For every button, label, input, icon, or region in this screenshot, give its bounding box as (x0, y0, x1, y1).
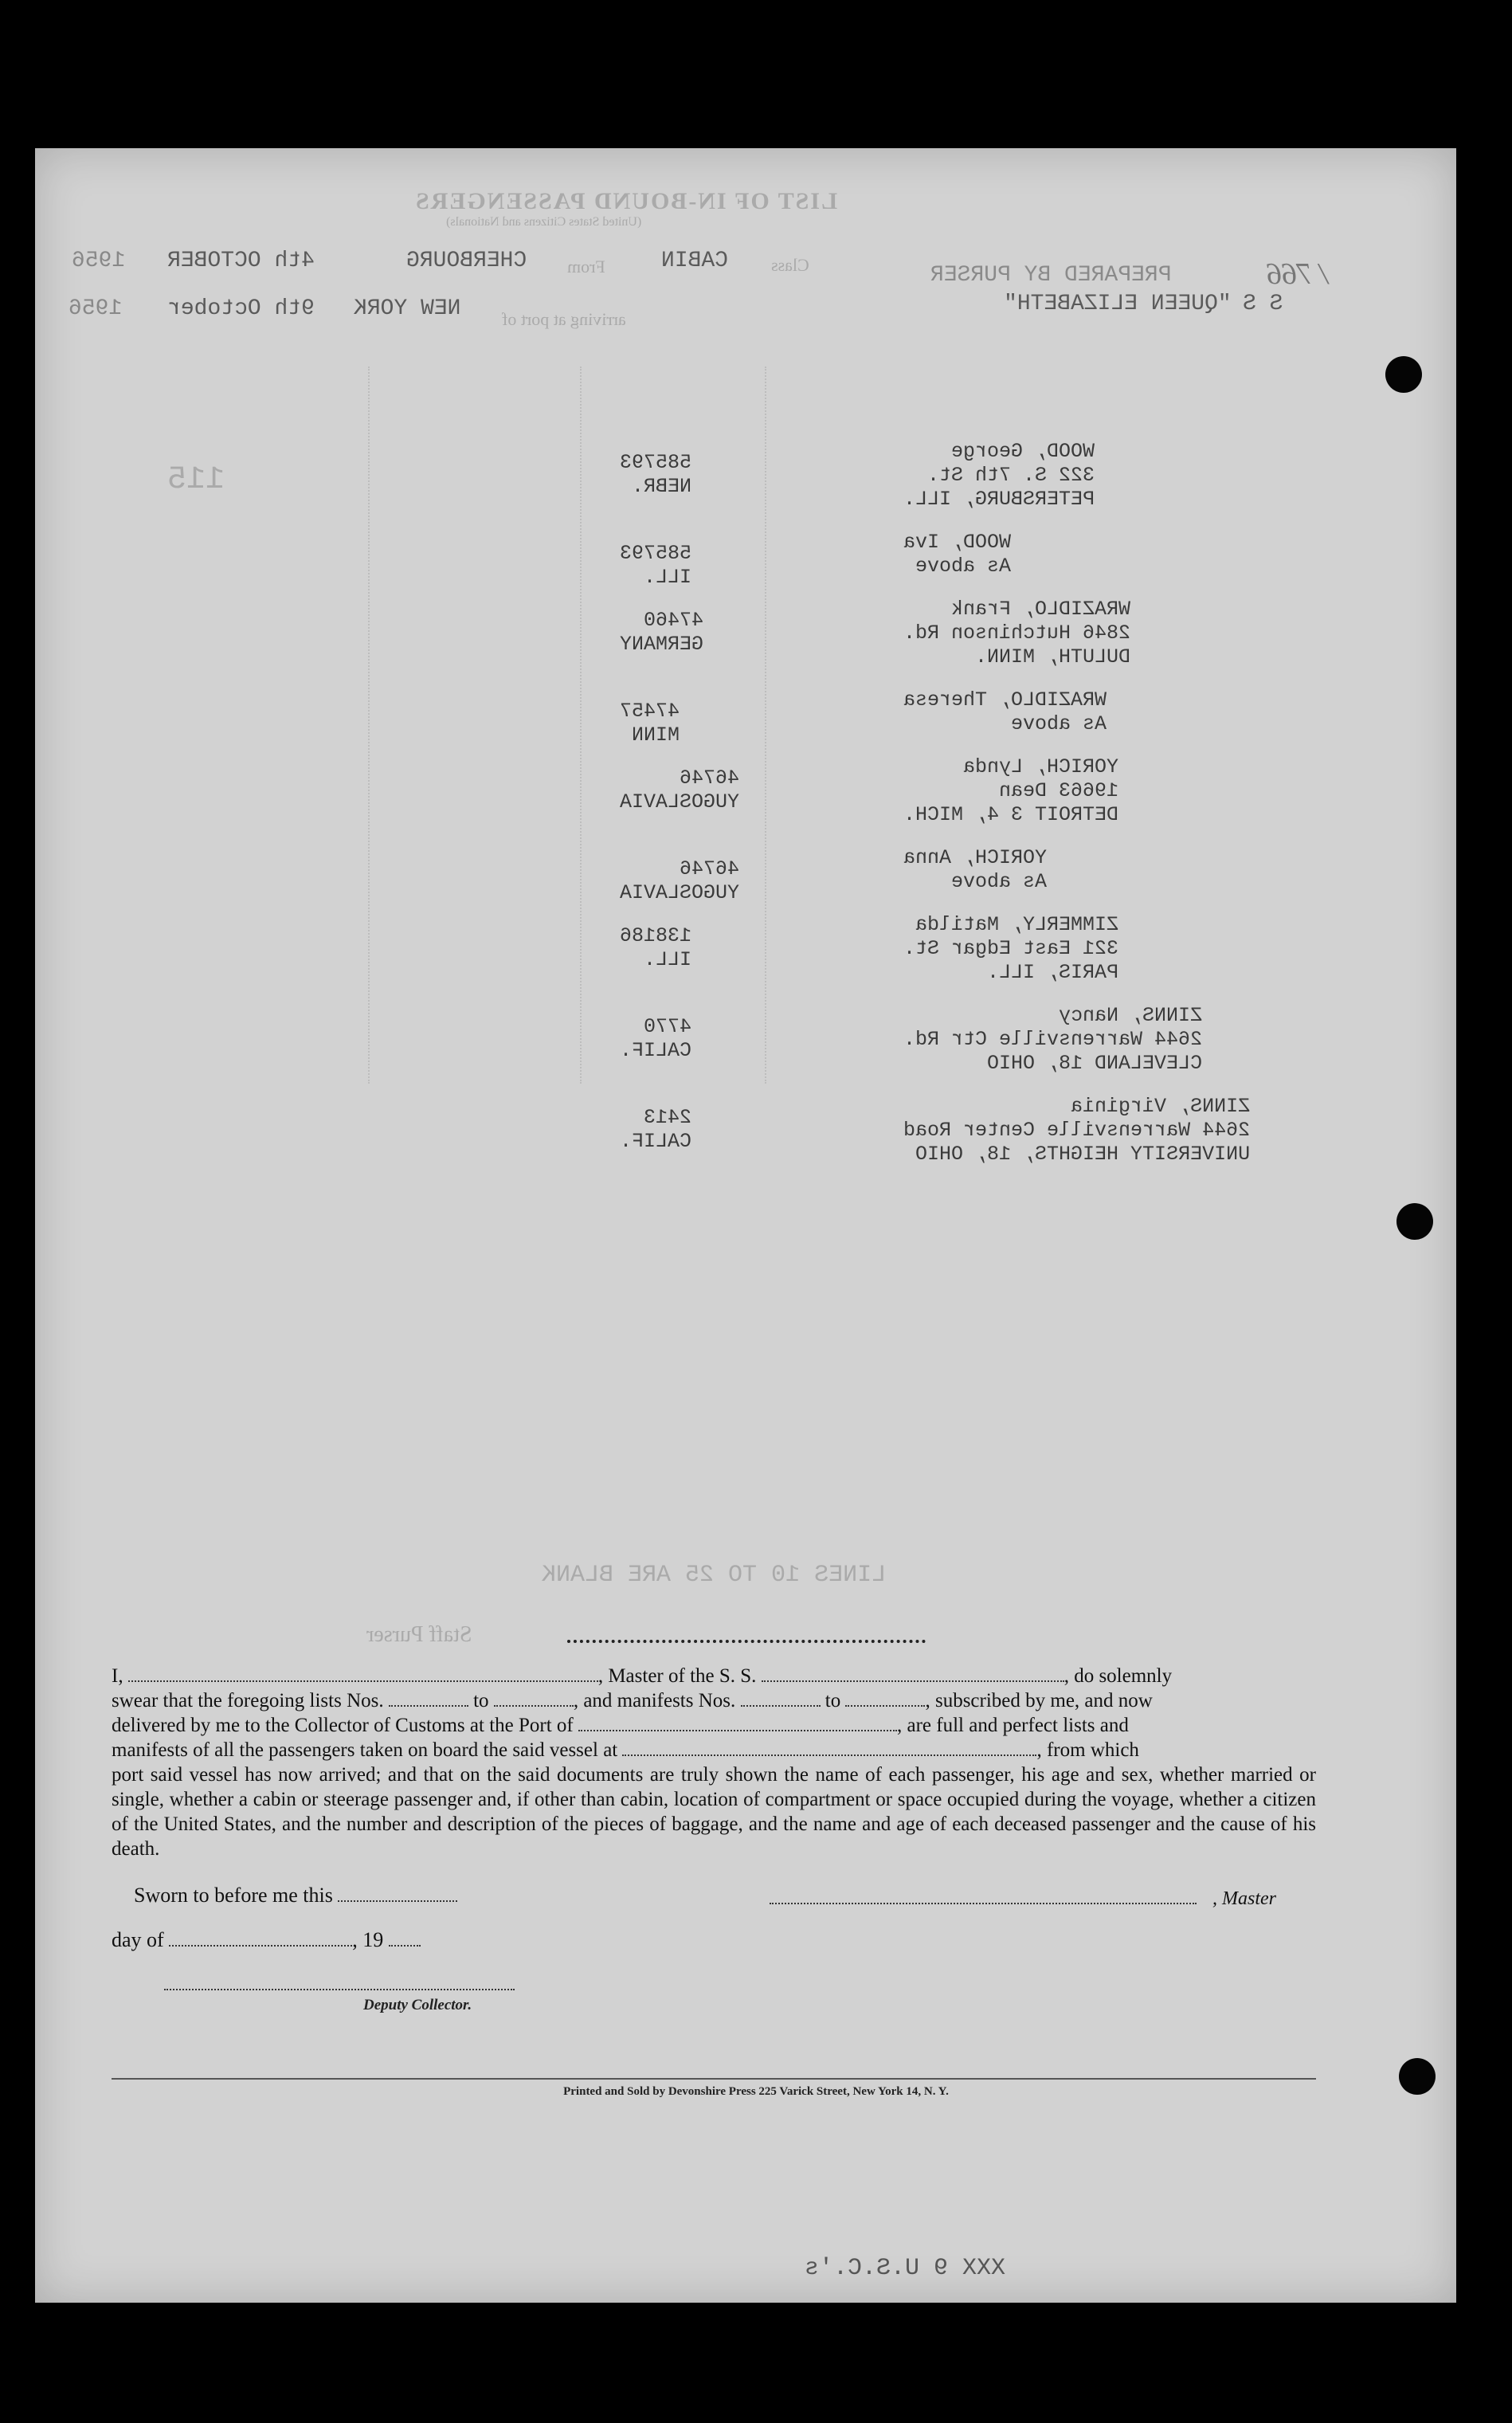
passenger-line: WRAZIDLO, Frank (951, 598, 1131, 621)
oath-paragraph: I, , Master of the S. S. , do solemnly swear that the foregoing lists Nos. to , and manifests Nos. to , subscribed by me, and now delivered by me to the Collector of Customs at the Port of , are full and perfect lists and manifests of all the passengers taken on board the said vessel at , from which port said vessel has now arrived; and that on the said documents are truly shown the name of each passenger, his age and sex, whether married or single, whether a cabin or steerage passenger and, if other than cabin, location of compartment or space occupied during the voyage, whether a citizen of the United States, and the number and description of the pieces of baggage, and the name and age of each deceased passenger and the cause of his death. (112, 1665, 1316, 1860)
passenger-line: YORICH, Lynda (963, 755, 1119, 778)
day-line: day of , 19 (112, 1928, 421, 1952)
date-departed: 4th OCTOBER (167, 249, 315, 273)
reference-line: CALIF. (620, 1130, 692, 1153)
passenger-reference (620, 700, 680, 747)
passenger-line: As above (951, 870, 1048, 893)
passenger-reference (620, 766, 739, 814)
staff-purser: Staff Purser (366, 1622, 472, 1647)
passenger-line: WOOD, Iva (903, 531, 1012, 554)
passenger-line: ZINNS, Virginia (1071, 1095, 1251, 1118)
form-title: LIST OF IN-BOUND PASSENGERS (414, 188, 838, 214)
reference-line: ILL. (644, 566, 692, 589)
passenger-entry (903, 846, 1047, 894)
passenger-line: DETROIT 3 4, MICH. (903, 803, 1119, 826)
column-divider (765, 367, 766, 1084)
passenger-reference (620, 609, 703, 657)
reference-line: MINN (632, 723, 680, 747)
footer-rule (112, 2078, 1316, 2080)
reference-line: 46746 (680, 766, 740, 790)
passenger-line: 19663 Dean (999, 779, 1119, 802)
passenger-entry (903, 913, 1118, 985)
reference-line: GERMANY (620, 633, 704, 656)
column-divider (580, 367, 582, 1084)
passenger-line: 322 S. 7th St. (927, 464, 1095, 487)
passenger-line: 2644 Warrensville Center Road (903, 1119, 1251, 1142)
date-arrived: 9th October (167, 296, 315, 321)
bottom-stamp: XXX 9 U.S.C.'s (805, 2255, 1006, 2282)
passenger-line: 2846 Hutchinson Rd. (903, 621, 1131, 645)
passenger-line: As above (1011, 712, 1107, 735)
passenger-reference (620, 451, 691, 499)
punch-hole-top (1385, 356, 1422, 393)
passenger-line: ZINNS, Nancy (1059, 1004, 1203, 1027)
reference-line: NEBR. (632, 475, 692, 498)
passenger-reference (620, 542, 691, 590)
column-divider (368, 367, 370, 1084)
passenger-line: ZIMMERLY, Matilda (915, 913, 1119, 936)
manifest-number: / 766 (1267, 257, 1329, 291)
ship-prefix: S S (1243, 292, 1283, 316)
passenger-line: As above (915, 555, 1012, 578)
reference-line: 138186 (620, 924, 692, 947)
from-label: From (567, 257, 605, 276)
passenger-reference (620, 1015, 691, 1063)
passenger-entry (903, 1095, 1250, 1166)
passenger-line: WOOD, George (951, 440, 1095, 463)
page-count: 115 (167, 462, 225, 498)
passenger-entry (903, 440, 1095, 512)
arriving-label: arriving at port of (502, 309, 626, 329)
master-label: , Master (1212, 1888, 1276, 1909)
reference-line: 585793 (620, 451, 692, 474)
reference-line: 46746 (680, 857, 740, 880)
passenger-line: UNIVERSITY HEIGHTS, 18, OHIO (915, 1143, 1251, 1166)
year-departed: 1956 (72, 249, 126, 273)
form-subtitle: (United States Citizens and Nationals) (446, 215, 642, 229)
manifest-sheet (35, 148, 1456, 2303)
reference-line: ILL. (644, 948, 692, 971)
passenger-line: PETERSBURG, ILL. (903, 488, 1095, 511)
passenger-entry (903, 755, 1118, 827)
from-value: CHERBOURG (406, 249, 527, 273)
passenger-line: CLEVELAND 18, OHIO (987, 1052, 1203, 1075)
reference-line: 585793 (620, 542, 692, 565)
master-signature-line (770, 1903, 1197, 1904)
reference-line: 47457 (620, 700, 680, 723)
passenger-entry (903, 1004, 1202, 1076)
passenger-line: PARIS, ILL. (987, 961, 1119, 984)
passenger-line: WRAZIDLO, Theresa (903, 688, 1107, 712)
printer-credit: Printed and Sold by Devonshire Press 225 Varick Street, New York 14, N. Y. (563, 2085, 949, 2098)
punch-hole-middle (1396, 1203, 1433, 1240)
passenger-entry (903, 688, 1107, 736)
reference-line: 4770 (644, 1015, 692, 1038)
passenger-reference (620, 857, 739, 905)
blank-lines-note: LINES 10 TO 25 ARE BLANK (542, 1562, 887, 1589)
reference-line: YUGOSLAVIA (620, 881, 740, 904)
passenger-line: DULUTH, MINN. (975, 645, 1131, 668)
passenger-line: 2644 Warrensville Ctr Rd. (903, 1028, 1203, 1051)
passenger-entry (903, 531, 1011, 578)
year-arrived: 1956 (69, 296, 123, 321)
passenger-line: YORICH, Anna (903, 846, 1048, 869)
reference-line: 2413 (644, 1106, 692, 1129)
reference-line: YUGOSLAVIA (620, 790, 740, 814)
passenger-entry (903, 598, 1130, 669)
deputy-signature-line (164, 1989, 515, 1990)
passenger-reference (620, 924, 691, 972)
ship-name: "QUEEN ELIZABETH" (1004, 292, 1232, 316)
sworn-line: Sworn to before me this (134, 1884, 457, 1907)
prepared-by: PREPARED BY PURSER (930, 263, 1172, 288)
passenger-reference (620, 1106, 691, 1154)
passenger-line: 321 East Edgar St. (903, 937, 1119, 960)
purser-signature-line (567, 1640, 926, 1643)
arriving-port: NEW YORK (354, 296, 461, 321)
reference-line: 47460 (644, 609, 704, 632)
deputy-collector-label: Deputy Collector. (363, 1997, 472, 2013)
class-value: CABIN (661, 249, 729, 273)
class-label: Class (771, 255, 809, 275)
reference-line: CALIF. (620, 1039, 692, 1062)
